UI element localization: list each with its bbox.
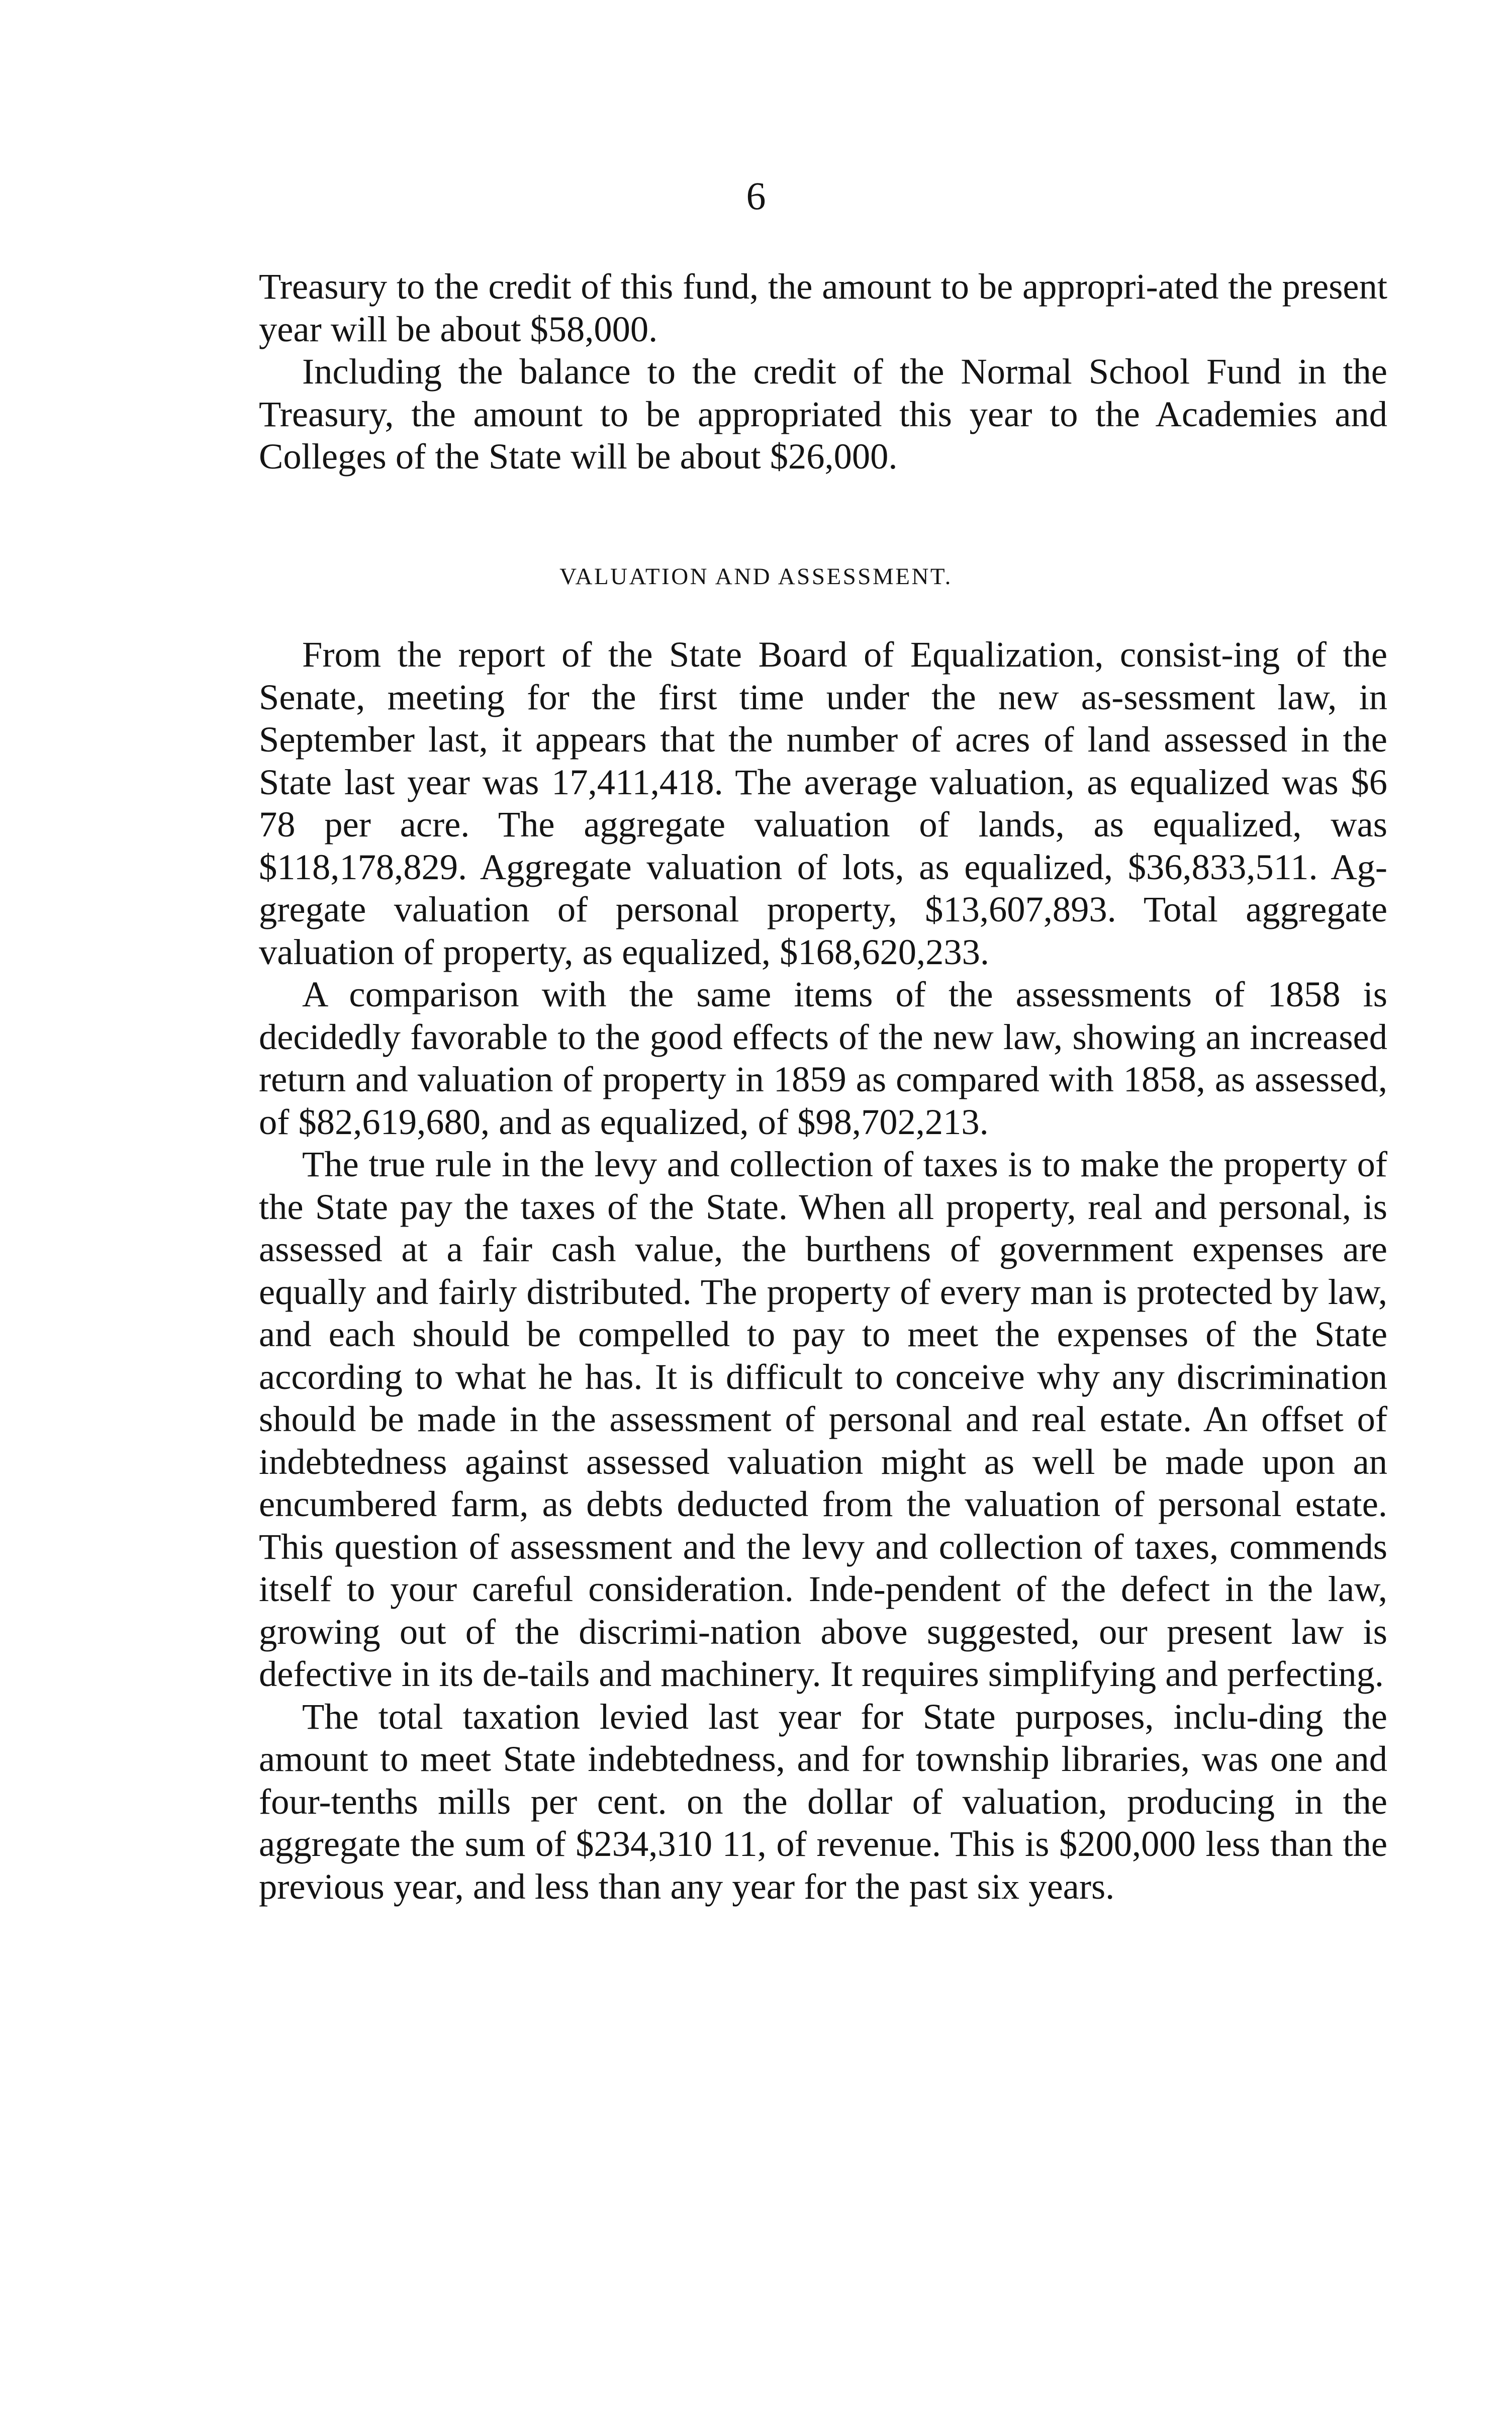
paragraph-state-board-report: From the report of the State Board of Equalization, consist-ing of the Senate, meeting for the first time under the new as-sessment law, in September last, it appears that the number of acres of land assessed in the State last year was 17,411,418. The average valuation, as equalized was $6 78 per acre. The aggregate valuation of lands, as equalized, was $118,178,829. Aggregate valuation of lots, as equalized, $36,833,511. Ag-gregate valuation of personal property, $13,607,893. Total aggregate valuation of property, as equalized, $168,620,233. (259, 634, 1387, 972)
intro-text-block (259, 265, 1387, 478)
paragraph-comparison-1858: A comparison with the same items of the assessments of 1858 is decidedly favorable to the good effects of the new law, showing an increased return and valuation of property in 1859 as compared with 1858, as assessed, of $82,619,680, and as equalized, of $98,702,213. (259, 974, 1387, 1142)
valuation-text-block (259, 633, 1387, 1908)
section-heading-valuation: VALUATION AND ASSESSMENT. (559, 564, 953, 590)
paragraph-true-rule-taxes: The true rule in the levy and collection of taxes is to make the property of the State pay the taxes of the State. When all property, real and personal, is assessed at a fair cash value, the burthens of government expenses are equally and fairly distributed. The property of every man is protected by law, and each should be compelled to pay to meet the expenses of the State according to what he has. It is difficult to conceive why any discrimination should be made in the assessment of personal and real estate. An offset of indebtedness against assessed valuation might as well be made upon an encumbered farm, as debts deducted from the valuation of personal estate. This question of assessment and the levy and collection of taxes, commends itself to your careful consideration. Inde-pendent of the defect in the law, growing out of the discrimi-nation above suggested, our present law is defective in its de-tails and machinery. It requires simplifying and perfecting. (259, 1144, 1387, 1694)
paragraph-total-taxation: The total taxation levied last year for State purposes, inclu-ding the amount to meet State indebtedness, and for township libraries, was one and four-tenths mills per cent. on the dollar of valuation, producing in the aggregate the sum of $234,310 11, of revenue. This is $200,000 less than the previous year, and less than any year for the past six years. (259, 1696, 1387, 1907)
paragraph-normal-school-fund: Including the balance to the credit of the Normal School Fund in the Treasury, the amount to be appropriated this year to the Academies and Colleges of the State will be about $26,000. (259, 351, 1387, 477)
paragraph-treasury-fund: Treasury to the credit of this fund, the amount to be appropri-ated the present year will be about $58,000. (259, 266, 1387, 349)
page-number: 6 (746, 174, 766, 218)
